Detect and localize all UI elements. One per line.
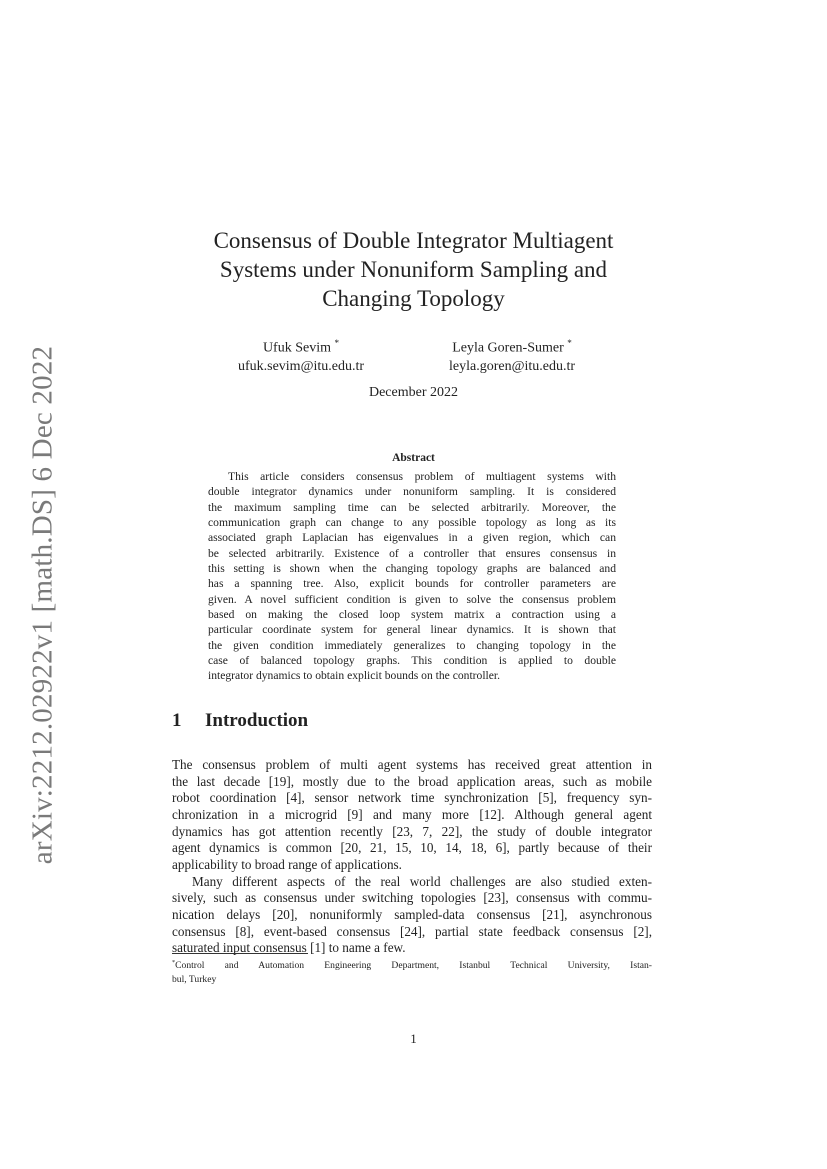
author-block <box>402 334 622 376</box>
text-line: bul, Turkey <box>172 973 217 985</box>
text-line: chronization in a microgrid [9] and many more [12]. Although general agent <box>172 806 652 822</box>
page-number: 1 <box>410 1031 417 1046</box>
introduction-body <box>172 757 652 957</box>
footnote <box>172 956 652 986</box>
title-line: Changing Topology <box>322 286 505 311</box>
footnote-mark: * <box>172 959 176 966</box>
arxiv-identifier-stamp: arXiv:2212.02922v1 [math.DS] 6 Dec 2022 <box>26 345 59 865</box>
text-line <box>172 956 652 973</box>
section-title: Introduction <box>205 710 309 731</box>
text-line: communication graph can change to any possible topology as long as its <box>208 516 616 530</box>
section-number: 1 <box>172 710 182 731</box>
text-line: associated graph Laplacian has eigenvalues in a given region, which can <box>208 531 616 545</box>
abstract-body <box>208 469 616 684</box>
text-line: agent dynamics is common [20, 21, 15, 10, 14, 18, 6], partly because of their <box>172 840 652 856</box>
paragraph <box>172 874 652 957</box>
author-email: leyla.goren@itu.edu.tr <box>448 358 576 374</box>
paper-title <box>0 226 827 313</box>
text-line: saturated input consensus [1] to name a few. <box>172 940 406 956</box>
text-line: dynamics has got attention recently [23, 7, 22], the study of double integrator <box>172 823 652 839</box>
text-line: applicability to broad range of applications. <box>172 856 402 872</box>
text-line: the maximum sampling time can be selected arbitrarily. Moreover, the <box>208 500 616 514</box>
text-line: based on making the closed loop system matrix a contraction using a <box>208 608 616 622</box>
text-line: particular coordinate system for general linear dynamics. It is shown that <box>208 623 616 637</box>
text-line: This article considers consensus problem of multiagent systems with <box>228 470 616 483</box>
affiliation-mark: * <box>334 338 340 348</box>
text-line: integrator dynamics to obtain explicit bounds on the controller. <box>208 669 501 683</box>
paragraph <box>172 757 652 874</box>
footnote-rule <box>172 953 308 954</box>
text-line: case of balanced topology graphs. This condition is applied to double <box>208 654 616 668</box>
author-name: Leyla Goren-Sumer <box>452 340 564 356</box>
author-email: ufuk.sevim@itu.edu.tr <box>237 358 365 374</box>
affiliation-mark: * <box>567 338 572 348</box>
paper-date: December 2022 <box>368 385 459 400</box>
title-line: Consensus of Double Integrator Multiagent <box>213 228 614 253</box>
abstract-heading: Abstract <box>392 452 435 464</box>
text-line: The consensus problem of multi agent systems has received great attention in <box>172 757 652 772</box>
text-line: this setting is shown when the changing topology graphs are balanced and <box>208 562 616 576</box>
text-line: the given condition immediately generalizes to changing topology in the <box>208 638 616 652</box>
text-line: be selected arbitrarily. Existence of a controller that ensures consensus in <box>208 546 616 560</box>
text-line: the last decade [19], mostly due to the broad application areas, such as mobile <box>172 773 652 789</box>
author-block <box>191 334 411 376</box>
author-name: Ufuk Sevim <box>262 340 331 356</box>
text-line: sively, such as consensus under switching topologies [23], consensus with commu- <box>172 890 652 906</box>
text-line: robot coordination [4], sensor network time synchronization [5], frequency syn- <box>172 790 652 806</box>
text-line: has a spanning tree. Also, explicit bounds for controller parameters are <box>208 577 616 591</box>
title-line: Systems under Nonuniform Sampling and <box>219 257 608 282</box>
footnote-text: Control and Automation Engineering Department, Istanbul Technical University, Istan- <box>175 960 652 972</box>
text-line: double integrator dynamics under nonuniform sampling. It is considered <box>208 485 616 499</box>
section-heading <box>172 710 308 732</box>
text-line: nication delays [20], nonuniformly sampled-data consensus [21], asynchronous <box>172 906 652 922</box>
text-line: given. A novel sufficient condition is given to solve the consensus problem <box>208 592 616 606</box>
text-line: Many different aspects of the real world challenges are also studied exten- <box>192 873 652 889</box>
text-line: consensus [8], event-based consensus [24], partial state feedback consensus [2], <box>172 923 652 939</box>
